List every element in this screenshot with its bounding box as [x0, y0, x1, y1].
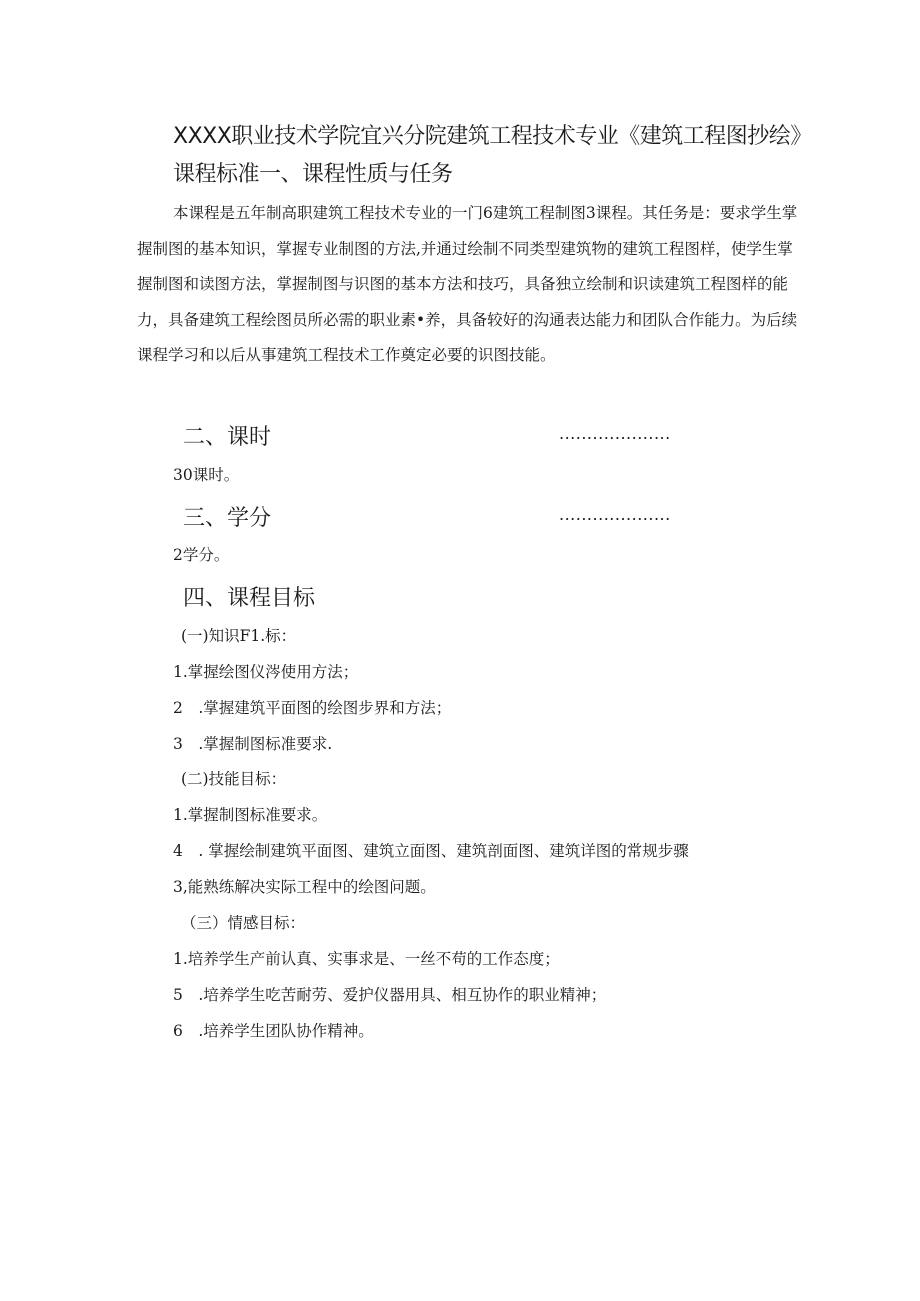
doc-title-line2: 课程标准一、课程性质与任务: [173, 162, 453, 187]
list-item: 1.掌握制图标准要求。: [173, 806, 328, 824]
list-item: 3 .掌握制图标准要求.: [173, 735, 333, 753]
doc-title-line1: XXXX职业技术学院宜兴分院建筑工程技术专业《建筑工程图抄绘》: [173, 124, 812, 149]
knowledge-goals-label: (一)知识F1.标：: [181, 627, 297, 645]
intro-paragraph: 本课程是五年制高职建筑工程技术专业的一门6建筑工程制图3课程。其任务是：要求学生掌握制图的基本知识，掌握专业制图的方法,并通过绘制不同类型建筑物的建筑工程图样，使学生掌握制图和读图方法，掌握制图与识图的基本方法和技巧，具备独立绘制和识读建筑工程图样的能力，具备建筑工程绘图员所必需的职业素•养，具备较好的沟通表达能力和团队合作能力。为后续课程学习和以后从事建筑工程技术工作奠定必要的识图技能。: [137, 204, 798, 364]
list-item: 4 . 掌握绘制建筑平面图、建筑立面图、建筑剖面图、建筑详图的常规步骤: [173, 842, 689, 860]
list-item: 5 .培养学生吃苦耐劳、爱护仪器用具、相互协作的职业精神；: [173, 986, 607, 1004]
skill-goals-label: (二)技能目标：: [181, 770, 287, 788]
emotion-goals-label: （三）情感目标：: [181, 914, 306, 932]
section-hours-leader: ....................: [559, 424, 671, 443]
list-item: 1.掌握绘图仪涔使用方法；: [173, 663, 359, 681]
section-goals-heading: 四、课程目标: [183, 586, 316, 611]
section-hours-heading: 二、课时: [183, 425, 272, 450]
section-credits-leader: ....................: [559, 505, 671, 524]
credits-text: 2学分。: [173, 546, 230, 564]
hours-text: 30课时。: [173, 466, 240, 484]
section-credits-heading: 三、学分: [183, 506, 272, 531]
list-item: 6 .培养学生团队协作精神。: [173, 1022, 374, 1040]
list-item: 2 .掌握建筑平面图的绘图步界和方法；: [173, 699, 452, 717]
list-item: 1.培养学生产前认真、实事求是、一丝不苟的工作态度；: [173, 950, 560, 968]
list-item: 3,能熟练解决实际工程中的绘图问题。: [173, 878, 436, 896]
